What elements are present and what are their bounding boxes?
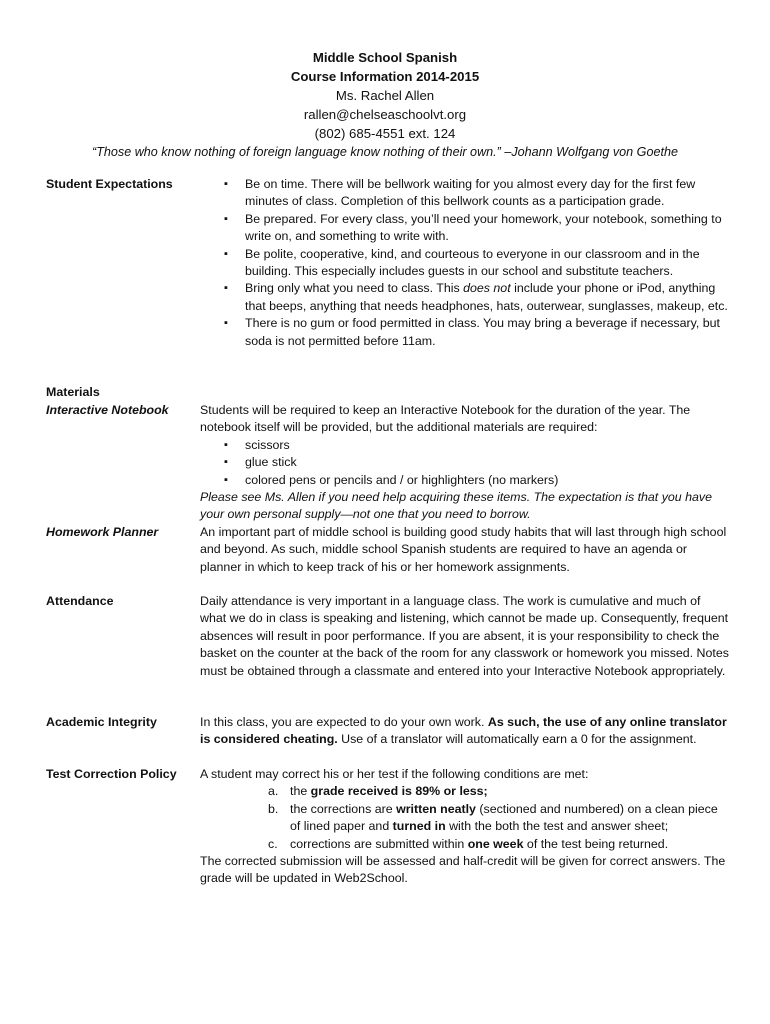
list-item <box>200 783 730 800</box>
list-item: ▪ There is no gum or food permitted in class. You may bring a beverage if necessary, but soda is not permitted before 11am. <box>200 315 730 350</box>
integrity-text <box>200 714 730 749</box>
text-run: with the both the test and answer sheet; <box>445 819 669 834</box>
list-item: ▪ scissors <box>200 437 730 454</box>
list-item <box>200 280 730 315</box>
materials-note: Please see Ms. Allen if you need help acquiring these items. The expectation is that you have your own personal supply—not one that you need to borrow. <box>200 490 712 522</box>
bold-text: written neatly <box>396 801 476 816</box>
text-run: include your phone or iPod, anything that beeps, anything that needs headphones, hats, outerwear, sunglasses, makeup, etc. <box>245 281 728 313</box>
bold-text: turned in <box>392 819 446 834</box>
correction-outro: The corrected submission will be assessed and half-credit will be given for correct answers. The grade will be updated in Web2School. <box>200 854 726 886</box>
expectations-list <box>200 176 730 350</box>
list-item: ▪ Be prepared. For every class, you’ll need your homework, your notebook, something to write on, and something to write with. <box>200 211 730 246</box>
materials-list <box>200 437 730 489</box>
teacher-email: rallen@chelseaschoolvt.org <box>303 107 467 122</box>
text-run: (sectioned and numbered) on a clean piece of lined paper and <box>290 801 718 834</box>
text-run: the corrections are <box>290 801 397 816</box>
list-item: ▪ glue stick <box>200 454 730 471</box>
list-item: ▪ Be on time. There will be bellwork waiting for you almost every day for the first few minutes of class. Completion of this bellwork counts as a participation grade. <box>200 176 730 211</box>
teacher-phone: (802) 685-4551 ext. 124 <box>314 126 456 141</box>
text-run: In this class, you are expected to do your own work. <box>200 715 488 729</box>
planner-label: Homework Planner <box>46 525 159 539</box>
correction-intro: A student may correct his or her test if the following conditions are met: <box>200 767 589 781</box>
bold-text: one week <box>467 836 524 851</box>
expectations-label: Student Expectations <box>46 177 173 191</box>
attendance-label: Attendance <box>46 594 114 608</box>
text-run: of the test being returned. <box>523 836 669 851</box>
course-subtitle: Course Information 2014-2015 <box>290 69 480 84</box>
notebook-content <box>200 402 730 524</box>
bold-text: grade received is 89% or less; <box>310 784 488 799</box>
goethe-quote: “Those who know nothing of foreign language know nothing of their own.” –Johann Wolfgang von Goethe <box>92 145 678 159</box>
list-marker: a. <box>268 784 279 799</box>
course-title: Middle School Spanish <box>312 50 458 65</box>
integrity-label: Academic Integrity <box>46 715 157 729</box>
correction-content <box>200 766 730 888</box>
document-header <box>0 48 770 162</box>
text-run: Use of a translator will automatically earn a 0 for the assignment. <box>337 732 697 747</box>
attendance-text: Daily attendance is very important in a language class. The work is cumulative and much of what we do in class is speaking and listening, which cannot be made up. Consequently, frequent absences will result in poor performance. If you are absent, it is your responsibility to check the basket on the counter at the back of the room for any classwork or homework you missed. Notes must be obtained through a classmate and entered into your Interactive Notebook appropriately. <box>200 594 729 678</box>
planner-text: An important part of middle school is building good study habits that will last through high school and beyond. As such, middle school Spanish students are required to have an agenda or planner in which to keep track of his or her homework assignments. <box>200 525 727 574</box>
conditions-list <box>200 783 730 853</box>
teacher-name: Ms. Rachel Allen <box>335 88 435 103</box>
bold-text: As such, the use of any online translator is considered cheating. <box>200 715 727 747</box>
list-item: ▪ Be polite, cooperative, kind, and courteous to everyone in our classroom and in the building. This especially includes guests in our school and substitute teachers. <box>200 246 730 281</box>
emphasis-text: does not <box>463 281 511 296</box>
attendance-content <box>200 593 730 680</box>
list-item <box>200 836 730 853</box>
text-run: the <box>290 784 311 799</box>
correction-label: Test Correction Policy <box>46 767 177 781</box>
list-item <box>200 801 730 836</box>
text-run: Bring only what you need to class. This <box>245 281 464 296</box>
notebook-text: Students will be required to keep an Interactive Notebook for the duration of the year. The notebook itself will be provided, but the additional materials are required: <box>200 403 691 435</box>
materials-heading: Materials <box>46 385 100 399</box>
list-item: ▪ colored pens or pencils and / or highlighters (no markers) <box>200 472 730 489</box>
integrity-content <box>200 714 730 749</box>
text-run: corrections are submitted within <box>290 836 468 851</box>
list-marker: b. <box>268 801 279 816</box>
list-marker: c. <box>268 836 278 851</box>
planner-content <box>200 524 730 576</box>
notebook-label: Interactive Notebook <box>46 403 169 417</box>
expectations-content <box>200 176 730 350</box>
